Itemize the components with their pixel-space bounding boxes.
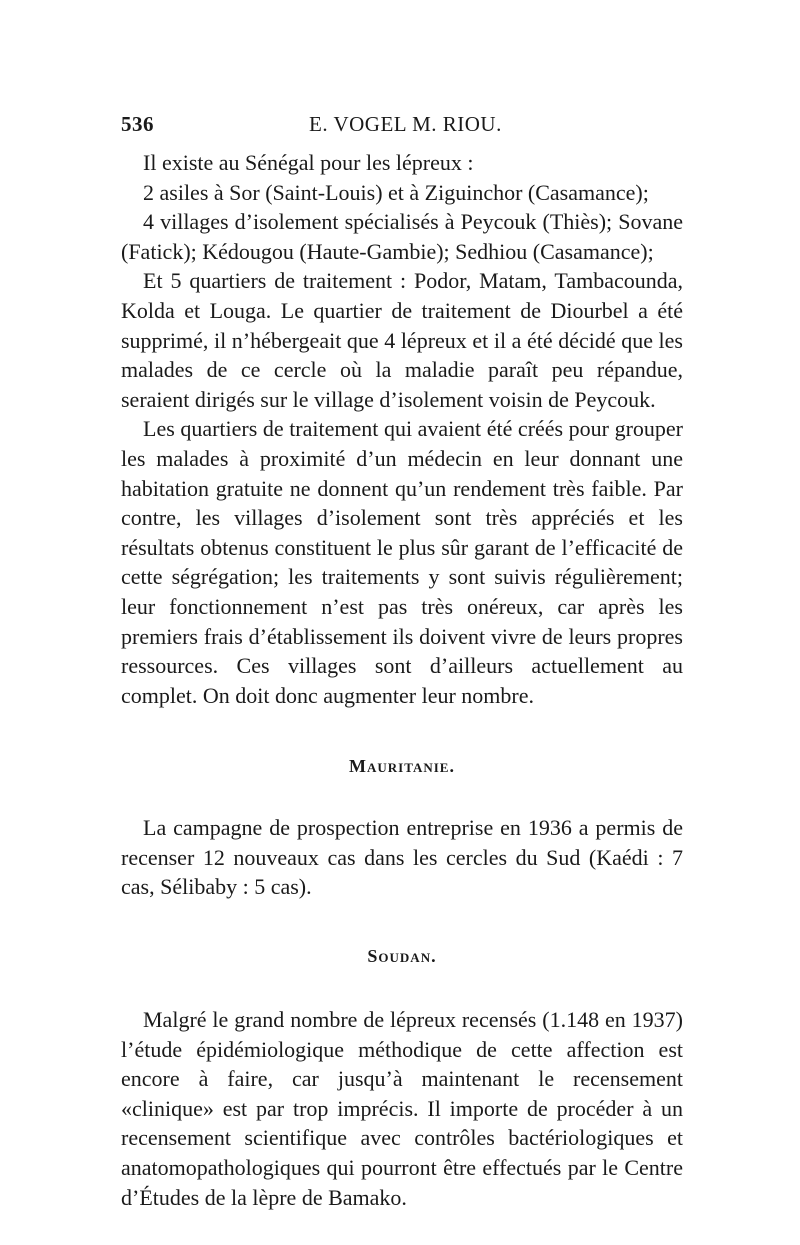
running-title: E. VOGEL M. RIOU.: [309, 112, 502, 136]
list-item-asiles: 2 asiles à Sor (Saint-Louis) et à Ziguinchor (Casamance);: [143, 179, 649, 205]
section-title-mauritanie: Mauritanie.: [349, 756, 455, 777]
mauritanie-paragraph: La campagne de prospection entreprise en 1936 a permis de recenser 12 nouveaux cas dans les cercles du Sud (Kaédi : 7 cas, Sélibaby : 5 cas).: [121, 815, 683, 900]
list-item-quartiers: Et 5 quartiers de traitement : Podor, Matam, Tambacounda, Kolda et Louga. Le quartier de traitement de Diourbel a été supprimé, il n’hébergeait que 4 lépreux et il a été décidé que les malades de ce cercle où la maladie paraît peu répandue, seraient dirigés sur le village d’isolement voisin de Peycouk.: [121, 268, 683, 412]
body-paragraph: Les quartiers de traitement qui avaient été créés pour grouper les malades à proximité d’un médecin en leur donnant une habitation gratuite ne donnent qu’un rendement très faible. Par contre, les villages d’isolement sont très appréciés et les résultats obtenus constituent le plus sûr garant de l’efficacité de cette ségrégation; les traitements y sont suivis régulièrement; leur fonctionnement n’est pas très onéreux, car après les premiers frais d’établissement ils doivent vivre de leurs propres ressources. Ces villages sont d’ailleurs actuellement au complet. On doit donc augmenter leur nombre.: [121, 416, 683, 708]
page: [121, 112, 683, 1212]
page-number: 536: [121, 112, 154, 136]
senegal-list: [121, 148, 683, 207]
intro-line: Il existe au Sénégal pour les lépreux :: [143, 150, 474, 175]
list-item-villages: 4 villages d’isolement spécialisés à Peycouk (Thiès); Sovane (Fatick); Kédougou (Haute-Gambie); Sedhiou (Casamance);: [121, 209, 683, 264]
section-title-soudan: Soudan.: [367, 946, 437, 967]
running-head: [121, 112, 683, 142]
soudan-paragraph: Malgré le grand nombre de lépreux recensés (1.148 en 1937) l’étude épidémiologique méthodique de cette affection est encore à faire, car jusqu’à maintenant le recensement «clinique» est par trop imprécis. Il importe de procéder à un recensement scientifique avec contrôles bactériologiques et anatomopathologiques qui pourront être effectués par le Centre d’Études de la lèpre de Bamako.: [121, 1007, 683, 1210]
